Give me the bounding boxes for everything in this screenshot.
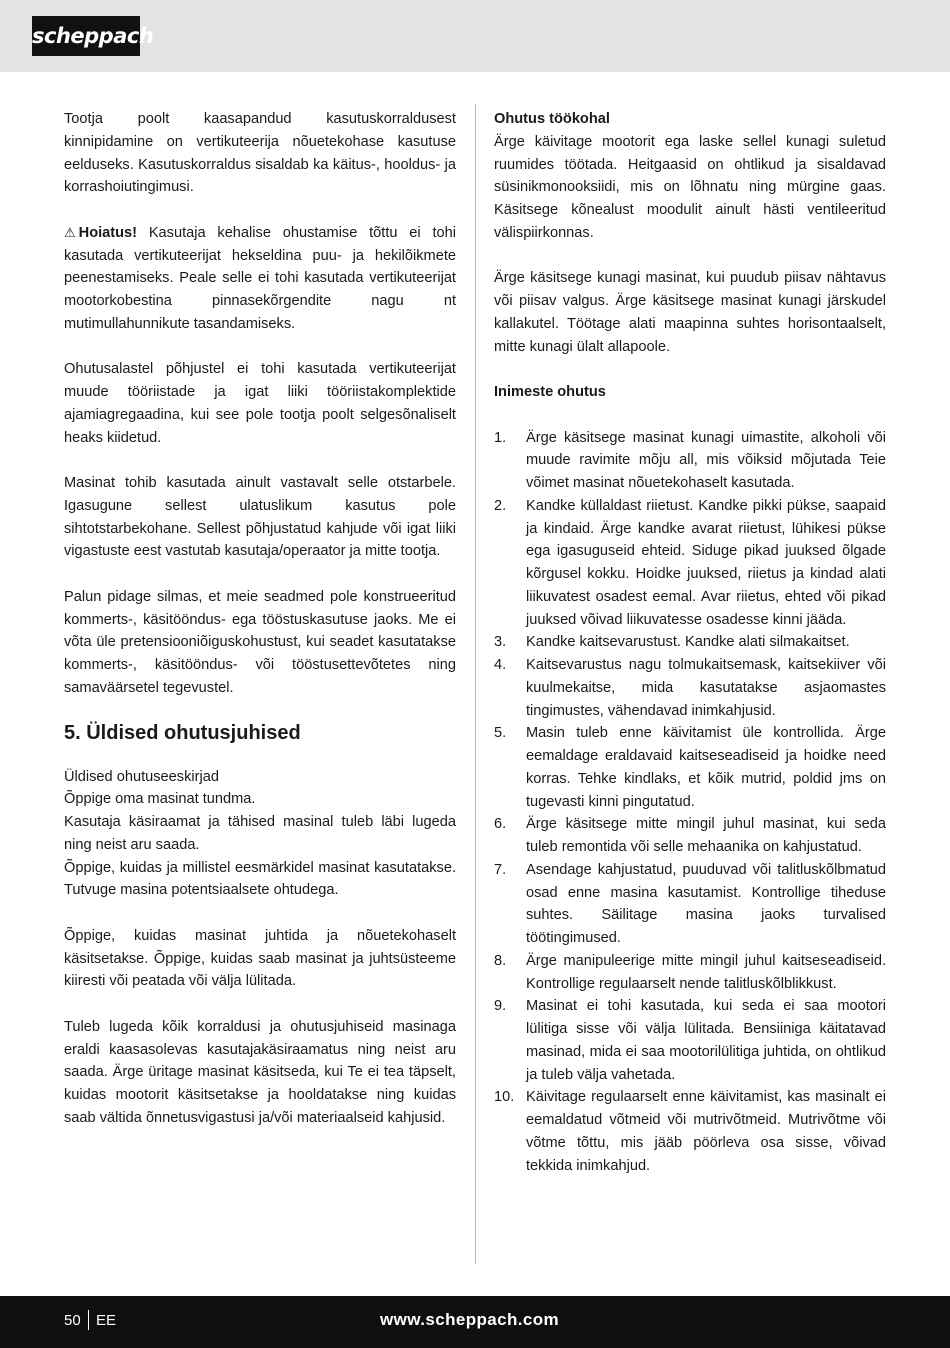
list-item: 2. Kandke küllaldast riietust. Kandke pikki pükse, saapaid ja kindaid. Ärge kandke avarat riietust, lühikesi pükse ega igasuguseid ehteid. Siduge pikad juuksed õlgade kõrgusel kokku. Hoidke juuksed, riietus ja kindad alati liikuvatest osadest eemal. Avar riietus, ehted või pikad juuksed võivad liikuvatesse osadesse kinni jääda.: [494, 497, 886, 628]
footer-separator: [88, 1310, 89, 1330]
visibility-paragraph: Ärge käsitsege kunagi masinat, kui puudub piisav nähtavus või piisav valgus. Ärge käsitsege masinat kunagi järskudel kallakutel. Töötage alati maapinna suhtes horisontaalselt, mitte kunagi ülalt allapoole.: [494, 270, 886, 355]
know-machine-line: Õppige oma masinat tundma.: [64, 791, 256, 808]
language-code: EE: [96, 1312, 117, 1329]
warning-text: Kasutaja kehalise ohustamise tõttu ei tohi kasutada vertikuteerijat hekseldina puu- ja hekilõikmete peenestamiseks. Peale selle ei tohi kasutada vertikuteerijat mootorkobestina pinnasekõrgendite nagu nt mutimullahunnikute tasandamiseks.: [64, 224, 456, 332]
list-item: 8. Ärge manipuleerige mitte mingil juhul kaitseseadiseid. Kontrollige regulaarselt nende talitluskõlblikkust.: [494, 952, 886, 992]
learn-usage-line: Õppige, kuidas ja millistel eesmärkidel masinat kasutatakse. Tutvuge masina potentsiaalsete ohtudega.: [64, 859, 456, 899]
column-divider: [475, 104, 476, 1264]
warning-triangle-icon: ⚠: [64, 224, 76, 240]
list-item: 10. Käivitage regulaarselt enne käivitamist, kas masinalt ei eemaldatud võtmeid või mutrivõtmeid. Mutrivõtme või võtme tõttu, mis jääb pöörleva osa sisse, võivad tekkida inimkahjud.: [494, 1089, 886, 1174]
safety-reasons-paragraph: Ohutusalastel põhjustel ei tohi kasutada vertikuteerijat muude tööriistade ja igat liiki tööriistakomplektide ajamiagregaadina, kui see pole tootja poolt selgesõnaliselt heaks kiidetud.: [64, 361, 456, 446]
list-item: 6. Ärge käsitsege mitte mingil juhul masinat, kui seda tuleb remontida või selle mehaanika on kahjustatud.: [494, 816, 886, 855]
page-number: 50: [64, 1312, 81, 1329]
list-item: 9. Masinat ei tohi kasutada, kui seda ei saa mootori lülitiga sisse või välja lülitada. Bensiiniga käitatavad masinad, mida ei saa mootorilülitiga juhtida, on ohtlikud ja tuleb välja vahetada.: [494, 998, 886, 1083]
intro-paragraph: Tootja poolt kaasapandud kasutuskorraldusest kinnipidamine on vertikuteerija nõuetekohase kasutuse eelduseks. Kasutuskorraldus sisaldab ka käitus-, hooldus- ja korrashoiutingimusi.: [64, 111, 456, 196]
intended-use-paragraph: Masinat tohib kasutada ainult vastavalt selle otstarbele. Igasugune sellest ulatuslikum kasutus pole sihtotstarbekohane. Sellest põhjustatud kahjude või igat liiki vigastuste eest vastutab kasutaja/operaator ja mitte tootja.: [64, 475, 456, 560]
read-instructions-paragraph: Tuleb lugeda kõik korraldusi ja ohutusjuhiseid masinaga eraldi kaasasolevas kasutajakäsiraamatus ning neist aru saada. Ärge üritage masinat käsitseda, kui Te ei tea täpselt, kuidas mootorit käsitsetakse ja hooldatakse ning kuidas saab vältida õnnetusvigastusi ja/või materiaalseid kahjusid.: [64, 1018, 456, 1126]
page-footer: [0, 1296, 950, 1348]
warning-paragraph: [64, 222, 456, 336]
workplace-safety-heading: Ohutus töökohal: [494, 111, 610, 127]
safety-list: [494, 427, 886, 1178]
right-column: [494, 108, 886, 1177]
list-item: 4. Kaitsevarustus nagu tolmukaitsemask, kaitsekiiver või kuulmekaitse, mida kasutatakse asjaomastes tingimustes, vähendavad inimkahjusid.: [494, 657, 886, 719]
commercial-use-paragraph: Palun pidage silmas, et meie seadmed pole konstrueeritud kommerts-, käsitööndus- ega tööstuskasutuse jaoks. Me ei võta üle pretensiooniõiguskohustust, kui seadet kasutatakse kommerts-, käsitööndus- või tööstusettevõtetes ning samaväärsetel tegevustel.: [64, 588, 456, 696]
left-column: [64, 108, 456, 1130]
read-manual-line: Kasutaja käsiraamat ja tähised masinal tuleb läbi lugeda ning neist aru saada.: [64, 814, 456, 853]
section-title: 5. Üldised ohutusjuhised: [64, 721, 301, 744]
list-item: 5. Masin tuleb enne käivitamist üle kontrollida. Ärge eemaldage eraldavaid kaitseseadiseid ja hoidke need korras. Tehke kindlaks, et kõik mutrid, poldid jms on tugevasti kinni pingutatud.: [494, 725, 886, 810]
personal-safety-heading: Inimeste ohutus: [494, 384, 606, 400]
list-item: 1. Ärge käsitsege masinat kunagi uimastite, alkoholi või muude ravimite mõju all, mis võiksid mõjutada Teie võimet masinat nõuetekohaselt kasutada.: [494, 429, 886, 491]
page-header: [0, 0, 950, 72]
scheppach-logo: scheppach: [32, 16, 140, 56]
warning-label: Hoiatus!: [78, 224, 138, 241]
website-link[interactable]: www.scheppach.com: [380, 1310, 560, 1329]
exhaust-paragraph: Ärge käivitage mootorit ega laske sellel kunagi suletud ruumides töötada. Heitgaasid on ohtlikud ja sisaldavad süsinikmonooksiidi, mis on lõhnatu ning mürgine gaas. Käsitsege kõnealust moodulit ainult hästi ventileeritud välispiirkonnas.: [494, 133, 886, 241]
general-rules-line: Üldised ohutuseeskirjad: [64, 768, 219, 785]
list-item: 7. Asendage kahjustatud, puuduvad või talitluskõlbmatud osad enne masina kasutamist. Kontrollige tiheduse suhtes. Säilitage masina jaoks turvalised töötingimused.: [494, 861, 886, 946]
controls-paragraph: Õppige, kuidas masinat juhtida ja nõuetekohaselt käsitsetakse. Õppige, kuidas saab masinat ja juhtsüsteeme kiiresti või peatada või välja lülitada.: [64, 927, 456, 990]
list-item: 3. Kandke kaitsevarustust. Kandke alati silmakaitset.: [494, 634, 850, 651]
